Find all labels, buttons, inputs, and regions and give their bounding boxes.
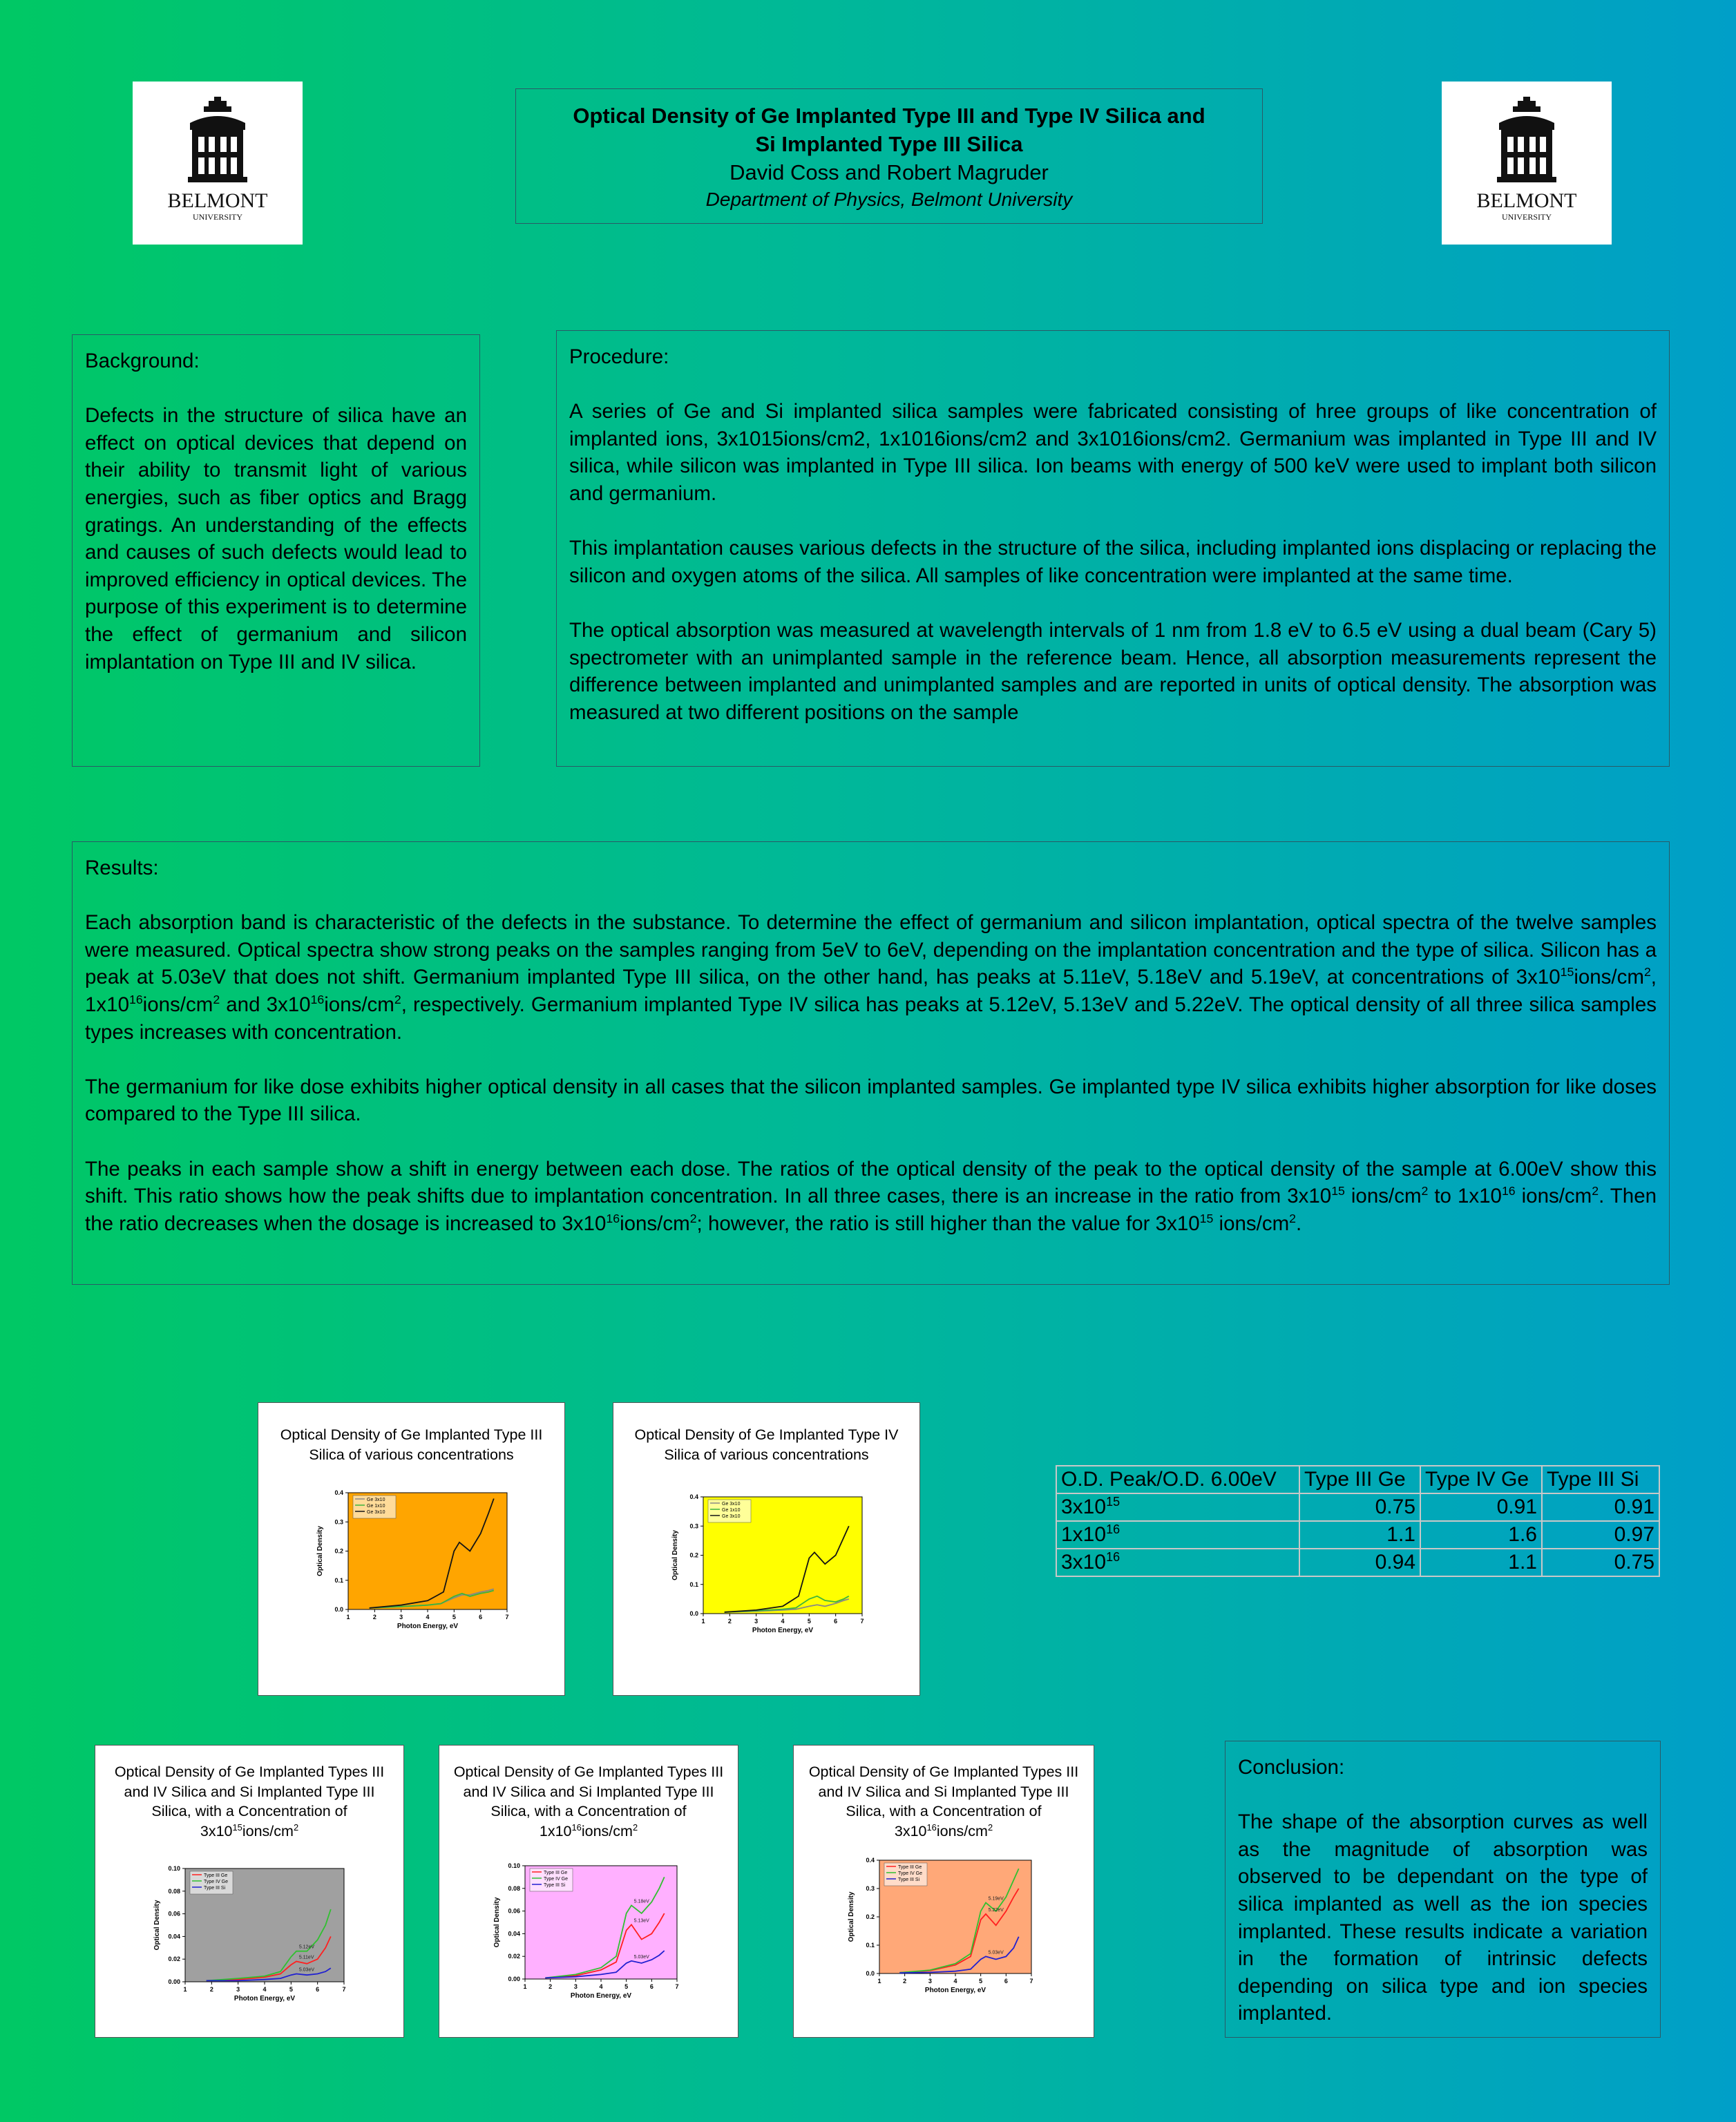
x-axis-label: Photon Energy, eV: [752, 1627, 814, 1634]
x-tick-label: 3: [573, 1983, 578, 1990]
table-row-label: $3x10^{16}$: [1056, 1549, 1299, 1576]
x-tick-label: 4: [426, 1614, 430, 1621]
procedure-section: [556, 330, 1670, 767]
y-tick-label: 0.02: [168, 1956, 180, 1963]
legend-label: Ge 3x10: [367, 1510, 385, 1515]
y-tick-label: 0.2: [689, 1551, 698, 1559]
x-tick-label: 4: [263, 1986, 267, 1993]
figure-3-caption: Optical Density of Ge Implanted Types III and IV Silica and Si Implanted Type III Silica, with a Concentration of $3x10^{15}ions/cm^2$: [114, 1763, 385, 1839]
svg-text:BELMONT: BELMONT: [1476, 189, 1577, 212]
table-cell: 0.75: [1542, 1549, 1659, 1576]
peak-annotation: 5.19eV: [988, 1896, 1004, 1902]
x-tick-label: 7: [675, 1983, 679, 1990]
x-tick-label: 5: [624, 1983, 629, 1990]
background-heading: Background:: [85, 350, 200, 372]
figure-4-chart: [484, 1860, 691, 2005]
x-tick-label: 6: [479, 1614, 483, 1621]
y-tick-label: 0.08: [168, 1887, 180, 1895]
legend-label: Ge 3x10: [722, 1514, 741, 1519]
legend-label: Ge 1x10: [722, 1508, 741, 1513]
figure-1-chart: [307, 1487, 521, 1636]
table-cell: 1.6: [1420, 1521, 1542, 1549]
title-line-1: Optical Density of Ge Implanted Type III and Type IV Silica and: [573, 104, 1205, 128]
y-tick-label: 0.02: [508, 1953, 520, 1960]
procedure-p1: A series of Ge and Si implanted silica samples were fabricated consisting of hree groups of like concentration of implanted ions, 3x1015ions/cm2, 1x1016ions/cm2 and 3x1016ions/cm2. Germanium was implanted in Type III and IV silica, while silicon was implanted in Type III silica. Ion beams with energy of 500 keV were used to implant both silicon and germanium.: [569, 400, 1657, 505]
figure-5-chart: [838, 1855, 1045, 2000]
x-axis-label: Photon Energy, eV: [924, 1987, 986, 1994]
figure-2-caption: Optical Density of Ge Implanted Type IV Silica of various concentrations: [634, 1426, 899, 1463]
legend-label: Type IV Ge: [898, 1871, 923, 1876]
figure-2: [613, 1402, 920, 1696]
y-tick-label: 0.10: [168, 1865, 180, 1872]
peak-annotation: 5.18eV: [633, 1899, 649, 1904]
y-tick-label: 0.06: [168, 1910, 180, 1918]
peak-annotation: 5.03eV: [298, 1967, 315, 1973]
figure-1-caption: Optical Density of Ge Implanted Type III Silica of various concentrations: [280, 1426, 543, 1463]
procedure-heading: Procedure:: [569, 345, 669, 368]
x-tick-label: 4: [781, 1618, 785, 1625]
y-tick-label: 0.4: [689, 1493, 698, 1500]
title-line-2: Si Implanted Type III Silica: [755, 132, 1023, 156]
belmont-tower-icon: [1442, 82, 1612, 245]
table-cell: 0.91: [1420, 1493, 1542, 1521]
peak-annotation: 5.03eV: [988, 1950, 1004, 1956]
y-tick-label: 0.00: [508, 1976, 520, 1982]
department: Department of Physics, Belmont University: [705, 189, 1073, 210]
figure-3: [95, 1745, 404, 2038]
table-row: [1056, 1521, 1659, 1549]
y-tick-label: 0.04: [168, 1933, 180, 1940]
y-axis-label: Optical Density: [671, 1530, 679, 1580]
table-row-label: $3x10^{15}$: [1056, 1493, 1299, 1521]
x-tick-label: 7: [860, 1618, 864, 1625]
x-tick-label: 5: [289, 1986, 293, 1993]
table-header-cell: Type IV Ge: [1420, 1466, 1542, 1493]
title-block: [515, 88, 1263, 224]
table-header-cell: Type III Si: [1542, 1466, 1659, 1493]
y-tick-label: 0.06: [508, 1907, 520, 1915]
x-axis-label: Photon Energy, eV: [233, 1995, 296, 2002]
x-tick-label: 3: [236, 1986, 240, 1993]
x-tick-label: 1: [701, 1618, 705, 1625]
legend-label: Type III Ge: [898, 1865, 922, 1870]
x-tick-label: 3: [399, 1614, 403, 1621]
logo-left: [133, 82, 303, 245]
figure-4-caption: Optical Density of Ge Implanted Types III and IV Silica and Si Implanted Type III Silica, with a Concentration of $1x10^{16}ions/cm^2$: [453, 1763, 724, 1839]
x-tick-label: 4: [953, 1978, 957, 1985]
x-tick-label: 3: [928, 1978, 932, 1985]
x-tick-label: 2: [372, 1614, 376, 1621]
x-tick-label: 6: [649, 1983, 654, 1990]
y-tick-label: 0.1: [866, 1942, 875, 1949]
y-tick-label: 0.0: [689, 1610, 698, 1617]
table-cell: 0.91: [1542, 1493, 1659, 1521]
od-ratio-table: [1056, 1465, 1660, 1577]
y-tick-label: 0.3: [689, 1522, 698, 1530]
x-tick-label: 6: [1004, 1978, 1008, 1985]
x-tick-label: 2: [727, 1618, 732, 1625]
y-tick-label: 0.3: [866, 1885, 875, 1892]
conclusion-section: [1225, 1741, 1661, 2038]
x-tick-label: 5: [452, 1614, 456, 1621]
y-tick-label: 0.10: [508, 1862, 520, 1869]
x-tick-label: 6: [316, 1986, 320, 1993]
figure-5: [793, 1745, 1094, 2038]
figure-3-chart: [144, 1863, 358, 2008]
x-axis-label: Photon Energy, eV: [397, 1623, 459, 1630]
x-tick-label: 4: [599, 1983, 603, 1990]
y-tick-label: 0.4: [866, 1857, 875, 1864]
table-row: [1056, 1549, 1659, 1576]
y-tick-label: 0.1: [334, 1576, 343, 1584]
table-row: [1056, 1493, 1659, 1521]
peak-annotation: 5.11eV: [298, 1955, 314, 1960]
legend-label: Type III Ge: [204, 1873, 228, 1878]
table-cell: 0.75: [1299, 1493, 1420, 1521]
table-cell: 0.94: [1299, 1549, 1420, 1576]
legend-label: Type III Ge: [544, 1871, 568, 1875]
y-tick-label: 0.00: [168, 1978, 180, 1985]
authors: David Coss and Robert Magruder: [729, 160, 1049, 184]
figure-1: [258, 1402, 565, 1696]
y-tick-label: 0.08: [508, 1884, 520, 1892]
background-text: Defects in the structure of silica have an effect on optical devices that depend on their ability to transmit light of various energies, such as fiber optics and Bragg gratings. An understanding of the effects and causes of such defects would lead to improved efficiency in optical devices. The purpose of this experiment is to determine the effect of germanium and silicon implantation on Type III and IV silica.: [85, 404, 467, 673]
procedure-p2: This implantation causes various defects in the structure of the silica, including implanted ions displacing or replacing the silicon and oxygen atoms of the silica. All samples of like concentration were implanted at the same time.: [569, 537, 1657, 587]
table-header-row: [1056, 1466, 1659, 1493]
peak-annotation: 5.03eV: [633, 1954, 649, 1960]
conclusion-text: The shape of the absorption curves as well as the magnitude of absorption was observed to be dependant on the type of silica implanted as well as the ion species implanted. These results indicate a variation in the formation of intrinsic defects depending on silica type and ion species implanted.: [1238, 1810, 1648, 2025]
peak-annotation: 5.13eV: [633, 1918, 649, 1924]
x-tick-label: 5: [979, 1978, 983, 1985]
conclusion-heading: Conclusion:: [1238, 1756, 1345, 1779]
figure-4: [439, 1745, 738, 2038]
peak-annotation: 5.12eV: [298, 1944, 315, 1950]
y-tick-label: 0.04: [508, 1930, 520, 1938]
results-heading: Results:: [85, 857, 159, 879]
x-tick-label: 2: [549, 1983, 553, 1990]
y-tick-label: 0.1: [689, 1580, 698, 1588]
results-p1: Each absorption band is characteristic of the defects in the substance. To determine the effect of germanium and silicon implantation, optical spectra of the twelve samples were measured. Optical spectra show strong peaks on the samples ranging from 5eV to 6eV, depending on the implantation concentration and the type of silica. Silicon has a peak at 5.03eV that does not shift. Germanium implanted Type III silica, on the other hand, has peaks at 5.11eV, 5.18eV and 5.19eV, at concentrations of $3x10^{15}ions/cm^2$, $1x10^{16}ions/cm^2$ and $3x10^{16}ions/cm^2$, respectively. Germanium implanted Type IV silica has peaks at 5.12eV, 5.13eV and 5.22eV. The optical density of all three silica samples types increases with concentration.: [85, 911, 1657, 1044]
x-tick-label: 6: [834, 1618, 838, 1625]
legend-label: Type IV Ge: [204, 1880, 229, 1884]
y-tick-label: 0.0: [334, 1606, 343, 1613]
x-tick-label: 1: [523, 1983, 527, 1990]
legend-label: Ge 3x10: [722, 1502, 741, 1507]
table-cell: 1.1: [1299, 1521, 1420, 1549]
x-tick-label: 7: [1029, 1978, 1033, 1985]
x-tick-label: 7: [505, 1614, 509, 1621]
results-p3: The peaks in each sample show a shift in energy between each dose. The ratios of the optical density of the peak to the optical density of the sample at 6.00eV show this shift. This ratio shows how the peak shifts due to implantation concentration. In all three cases, there is an increase in the ratio from $3x10^{15}$ ions/$cm^2$ to $1x10^{16}$ ions/$cm^2$. Then the ratio decreases when the dosage is increased to $3x10^{16}ions/cm^2$; however, the ratio is still higher than the value for $3x10^{15}$ ions/$cm^2$.: [85, 1157, 1657, 1235]
x-tick-label: 2: [209, 1986, 213, 1993]
svg-text:BELMONT: BELMONT: [167, 189, 268, 212]
y-axis-label: Optical Density: [316, 1526, 324, 1576]
x-tick-label: 1: [183, 1986, 187, 1993]
table-header-cell: O.D. Peak/O.D. 6.00eV: [1056, 1466, 1299, 1493]
x-tick-label: 5: [807, 1618, 811, 1625]
figure-5-caption: Optical Density of Ge Implanted Types III and IV Silica and Si Implanted Type III Silica, with a Concentration of $3x10^{16}ions/cm^2$: [808, 1763, 1079, 1839]
table-row-label: $1x10^{16}$: [1056, 1521, 1299, 1549]
x-tick-label: 7: [342, 1986, 346, 1993]
x-tick-label: 3: [754, 1618, 759, 1625]
legend-label: Type III Si: [898, 1877, 920, 1882]
table-header-cell: Type III Ge: [1299, 1466, 1420, 1493]
y-tick-label: 0.2: [866, 1913, 875, 1920]
y-tick-label: 0.0: [866, 1970, 875, 1977]
y-axis-label: Optical Density: [848, 1891, 855, 1942]
y-axis-label: Optical Density: [493, 1897, 501, 1948]
svg-text:UNIVERSITY: UNIVERSITY: [1502, 212, 1552, 222]
table-cell: 0.97: [1542, 1521, 1659, 1549]
y-tick-label: 0.3: [334, 1518, 343, 1526]
results-section: [72, 841, 1670, 1285]
y-axis-label: Optical Density: [153, 1900, 161, 1951]
table-cell: 1.1: [1420, 1549, 1542, 1576]
belmont-tower-icon: [133, 82, 303, 245]
y-tick-label: 0.2: [334, 1547, 343, 1555]
x-tick-label: 1: [877, 1978, 881, 1985]
x-tick-label: 2: [903, 1978, 907, 1985]
legend-label: Type III Si: [544, 1883, 566, 1888]
figure-2-chart: [662, 1491, 876, 1640]
peak-annotation: 5.22eV: [988, 1907, 1004, 1913]
x-axis-label: Photon Energy, eV: [570, 1992, 632, 2000]
legend-label: Type III Si: [204, 1886, 226, 1891]
results-p2: The germanium for like dose exhibits higher optical density in all cases that the silicon implanted samples. Ge implanted type IV silica exhibits higher absorption for like doses compared to the Type III silica.: [85, 1075, 1657, 1126]
x-tick-label: 1: [346, 1614, 350, 1621]
background-section: [72, 334, 480, 767]
y-tick-label: 0.4: [334, 1489, 343, 1496]
svg-text:UNIVERSITY: UNIVERSITY: [193, 212, 242, 222]
legend-label: Ge 3x10: [367, 1498, 385, 1502]
procedure-p3: The optical absorption was measured at wavelength intervals of 1 nm from 1.8 eV to 6.5 eV using a dual beam (Cary 5) spectrometer with an unimplanted sample in the reference beam. Hence, all absorption measurements represent the difference between implanted and unimplanted samples and are reported in units of optical density. The absorption was measured at two different positions on the sample: [569, 618, 1657, 724]
logo-right: [1442, 82, 1612, 245]
legend-label: Type IV Ge: [544, 1877, 569, 1882]
legend-label: Ge 1x10: [367, 1504, 385, 1509]
